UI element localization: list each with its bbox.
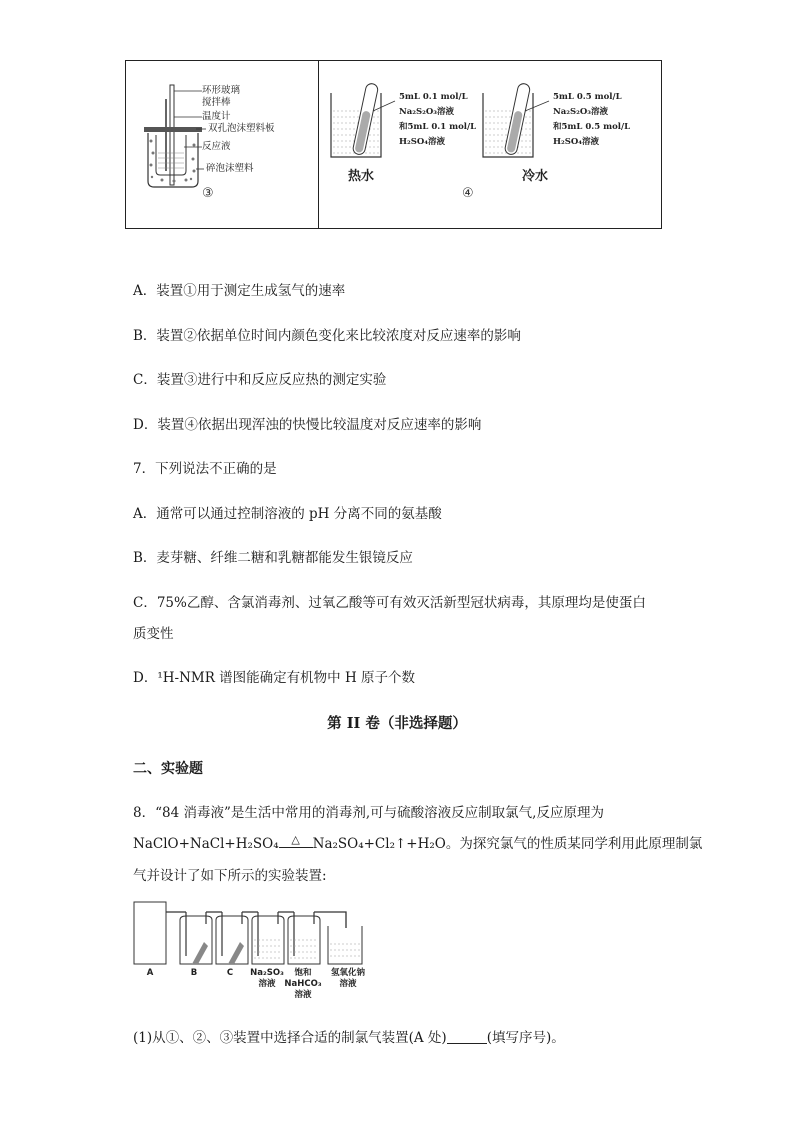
q6-option-a: A．装置①用于测定生成氢气的速率 <box>133 283 346 299</box>
q7-stem: 7．下列说法不正确的是 <box>133 461 277 477</box>
heat-condition: △ <box>291 833 300 846</box>
q8-line3: 气并设计了如下所示的实验装置: <box>133 868 327 884</box>
right-tube-label-2: Na₂S₂O₃溶液 <box>553 107 608 117</box>
q6-option-d: D．装置④依据出现浑浊的快慢比较温度对反应速率的影响 <box>133 417 482 433</box>
equation-arrow <box>279 833 313 848</box>
label-na2so3: Na₂SO₃ 溶液 <box>250 968 284 989</box>
part-two-title: 第 II 卷（非选择题） <box>327 715 467 732</box>
q7-option-b: B．麦芽糖、纤维二糖和乳糖都能发生银镜反应 <box>133 550 413 566</box>
hot-water-caption: 热水 <box>348 169 375 184</box>
label-reaction-liquid: 反应液 <box>202 141 231 152</box>
q7-option-a: A．通常可以通过控制溶液的 pH 分离不同的氨基酸 <box>133 506 442 522</box>
apparatus-number-4: ④ <box>462 186 474 201</box>
left-tube-label-1: 5mL 0.1 mol/L <box>399 92 468 102</box>
label-nahco3: 饱和 NaHCO₃ 溶液 <box>284 968 322 1000</box>
label-c: C <box>226 968 234 978</box>
q8-equation-line <box>133 834 702 854</box>
label-glass-stirrer-1: 环形玻璃 <box>202 85 241 96</box>
label-b: B <box>190 968 198 978</box>
q8-sub1-tail: (填写序号)。 <box>486 1030 565 1046</box>
chlorine-apparatus-drawing <box>130 898 370 970</box>
right-tube-label-4: H₂SO₄溶液 <box>553 137 600 147</box>
q6-option-c: C．装置③进行中和反应反应热的测定实验 <box>133 372 387 388</box>
label-a: A <box>146 968 154 978</box>
label-naoh: 氢氧化钠 溶液 <box>330 968 365 989</box>
label-foam-bits: 碎泡沫塑料 <box>206 163 254 174</box>
right-tube-label-1: 5mL 0.5 mol/L <box>553 92 622 102</box>
q6-option-b: B．装置②依据单位时间内颜色变化来比较浓度对反应速率的影响 <box>133 328 521 344</box>
answer-blank[interactable] <box>447 1029 487 1044</box>
equation-products: Na₂SO₄+Cl₂↑+H₂O <box>312 836 446 852</box>
section-title: 二、实验题 <box>133 761 203 777</box>
cold-water-caption: 冷水 <box>522 169 549 184</box>
label-thermometer: 温度计 <box>202 111 231 122</box>
left-tube-label-3: 和5mL 0.1 mol/L <box>399 122 477 132</box>
apparatus-figure <box>125 60 662 229</box>
left-tube-label-2: Na₂S₂O₃溶液 <box>399 107 454 117</box>
q8-subquestion-1 <box>133 1028 565 1048</box>
label-glass-stirrer-2: 搅拌棒 <box>202 97 231 108</box>
q8-sub1-text: (1)从①、②、③装置中选择合适的制氯气装置(A 处) <box>133 1030 447 1046</box>
label-foam-board: 双孔泡沫塑料板 <box>208 123 275 134</box>
apparatus-number-3: ③ <box>202 186 214 201</box>
equation-reactants: NaClO+NaCl+H₂SO₄ <box>133 836 279 852</box>
q7-option-d: D．¹H-NMR 谱图能确定有机物中 H 原子个数 <box>133 670 416 686</box>
right-tube-label-3: 和5mL 0.5 mol/L <box>553 122 631 132</box>
temperature-rate-drawing <box>319 61 661 228</box>
q7-option-c-line1: C．75%乙醇、含氯消毒剂、过氧乙酸等可有效灭活新型冠状病毒，其原理均是使蛋白 <box>133 595 646 611</box>
q8-line1: 8．“84 消毒液”是生活中常用的消毒剂,可与硫酸溶液反应制取氯气,反应原理为 <box>133 805 604 821</box>
left-tube-label-4: H₂SO₄溶液 <box>399 137 446 147</box>
q7-option-c-line2: 质变性 <box>133 626 174 642</box>
q8-line2-rest: 。为探究氯气的性质某同学利用此原理制氯 <box>445 836 703 852</box>
